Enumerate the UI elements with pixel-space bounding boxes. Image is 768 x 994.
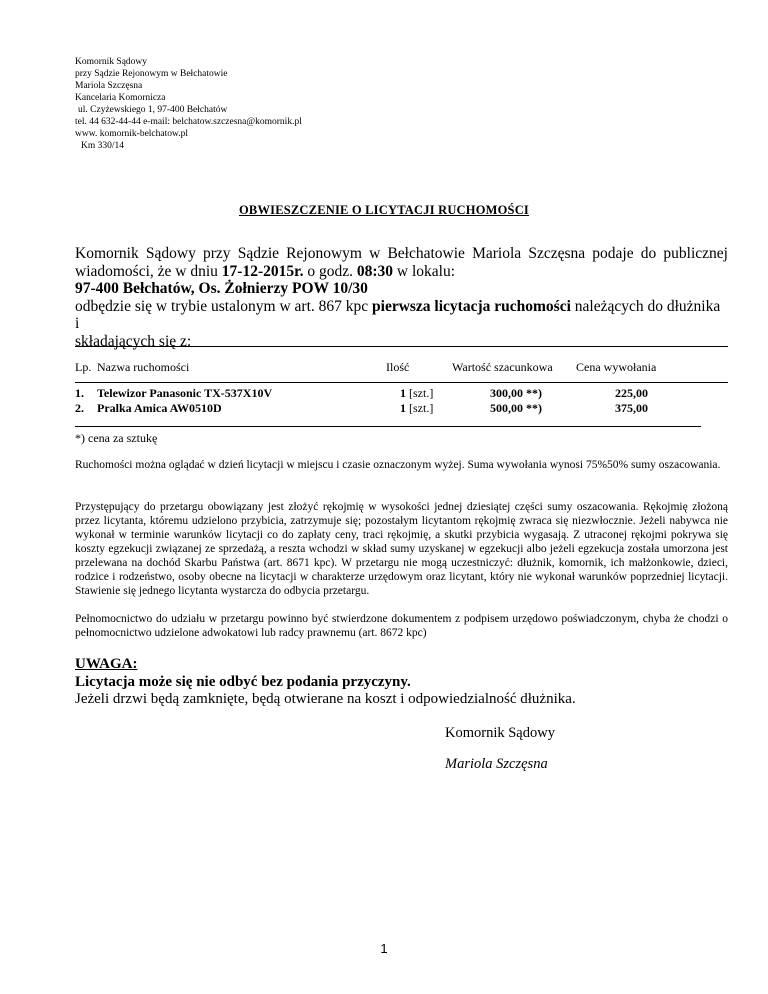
row-value: 500,00 **)	[490, 401, 542, 415]
auction-type: pierwsza licytacja ruchomości	[372, 297, 571, 315]
page-number: 1	[380, 941, 388, 956]
table-header-rule	[75, 382, 728, 383]
intro-text: w lokalu:	[393, 262, 456, 280]
signature-name: Mariola Szczęsna	[445, 756, 548, 772]
auction-address-text: 97-400 Bełchatów, Os. Żołnierzy POW 10/30	[75, 280, 368, 297]
notice-line-1: Licytacja może się nie odbyć bez podania przyczyny.	[75, 673, 411, 690]
col-header-qty: Ilość	[386, 360, 410, 374]
row-value: 300,00 **)	[490, 386, 542, 400]
intro-text: wiadomości, że w dniu	[75, 262, 222, 280]
notice-heading: UWAGA:	[75, 656, 138, 672]
row-lp: 1.	[75, 386, 84, 400]
row-qty	[400, 386, 433, 401]
row-lp: 2.	[75, 401, 84, 415]
row-qty	[400, 401, 433, 416]
table-footnote: *) cena za sztukę	[75, 431, 158, 445]
intro-line-2	[75, 263, 728, 281]
table-top-rule	[75, 346, 728, 347]
intro-text: odbędzie się w trybie ustalonym w art. 867 kpc	[75, 297, 373, 315]
col-header-name: Nazwa ruchomości	[97, 360, 190, 374]
case-number: Km 330/14	[81, 141, 125, 151]
auction-announcement	[75, 245, 728, 350]
intro-text: o godz.	[303, 262, 357, 280]
letterhead-website: www. komornik-belchatow.pl	[75, 129, 189, 139]
letterhead-line: Mariola Szczęsna	[75, 81, 143, 91]
auction-time: 08:30	[356, 262, 394, 280]
notice-line-2: Jeżeli drzwi będą zamknięte, będą otwierane na koszt i odpowiedzialność dłużnika.	[75, 691, 576, 707]
qty-unit: [szt.]	[409, 401, 434, 415]
row-item-name: Telewizor Panasonic TX-537X10V	[97, 386, 273, 400]
col-header-value: Wartość szacunkowa	[452, 360, 553, 374]
table-bottom-rule	[75, 426, 701, 427]
intro-line-1: Komornik Sądowy przy Sądzie Rejonowym w Bełchatowie Mariola Szczęsna podaje do publicznej	[75, 245, 728, 262]
notice-section	[75, 656, 576, 709]
power-of-attorney-paragraph: Pełnomocnictwo do udziału w przetargu powinno być stwierdzone dokumentem z podpisem urzędowo poświadczonym, chyba że chodzi o pełnomocnictwo udzielone adwokatowi lub radcy prawnemu (art. 8672 kpc)	[75, 613, 728, 639]
letterhead-line: Komornik Sądowy	[75, 57, 148, 67]
letterhead-line: Kancelaria Komornicza	[75, 93, 166, 103]
bailiff-letterhead	[75, 56, 302, 152]
intro-line-4	[75, 298, 728, 333]
deposit-paragraph: Przystępujący do przetargu obowiązany jest złożyć rękojmię w wysokości jednej dziesiątej części sumy oszacowania. Rękojmię złożoną przez licytanta, któremu udzielono przybicia, zatrzymuje się; pozostałym licytantom rękojmię zwraca się niezwłocznie. Jeżeli nabywca nie wykonał w terminie warunków licytacji co do zapłaty ceny, traci rękojmię, a skutki przybicia wygasają. Z utraconej rękojmi pokrywa się koszty egzekucji związanej ze sprzedażą, a reszta wchodzi w skład sumy uzyskanej w egzekucji albo jeżeli egzekucja została umorzona jest przelewana na dochód Skarbu Państwa (art. 8671 kpc). W przetargu nie mogą uczestniczyć: dłużnik, komornik, ich małżonkowie, dzieci, rodzice i rodzeństwo, osoby obecne na licytacji w charakterze urzędowym oraz licytant, który nie wykonał warunków poprzedniej licytacji. Stawienie się jednego licytanta wystarcza do odbycia przetargu.	[75, 501, 728, 597]
auction-address	[75, 280, 728, 298]
intro-line-5: składających się z:	[75, 332, 192, 350]
auction-date: 17-12-2015r.	[221, 262, 304, 280]
intro-text: należących do dłużnika i	[75, 297, 721, 332]
qty-unit: [szt.]	[409, 386, 434, 400]
row-price: 225,00	[615, 386, 648, 400]
row-item-name: Pralka Amica AW0510D	[97, 401, 222, 415]
letterhead-address: ul. Czyżewskiego 1, 97-400 Bełchatów	[78, 105, 228, 115]
signature-title: Komornik Sądowy	[445, 725, 555, 741]
qty-value: 1	[400, 401, 406, 415]
qty-value: 1	[400, 386, 406, 400]
col-header-price: Cena wywołania	[576, 360, 657, 374]
letterhead-contact: tel. 44 632-44-44 e-mail: belchatow.szczesna@komornik.pl	[75, 117, 302, 127]
letterhead-line: przy Sądzie Rejonowym w Bełchatowie	[75, 69, 228, 79]
document-title: OBWIESZCZENIE O LICYTACJI RUCHOMOŚCI	[238, 203, 529, 217]
row-price: 375,00	[615, 401, 648, 415]
viewing-paragraph: Ruchomości można oglądać w dzień licytacji w miejscu i czasie oznaczonym wyżej. Suma wywołania wynosi 75%50% sumy oszacowania.	[75, 459, 721, 471]
col-header-lp: Lp.	[75, 360, 92, 374]
